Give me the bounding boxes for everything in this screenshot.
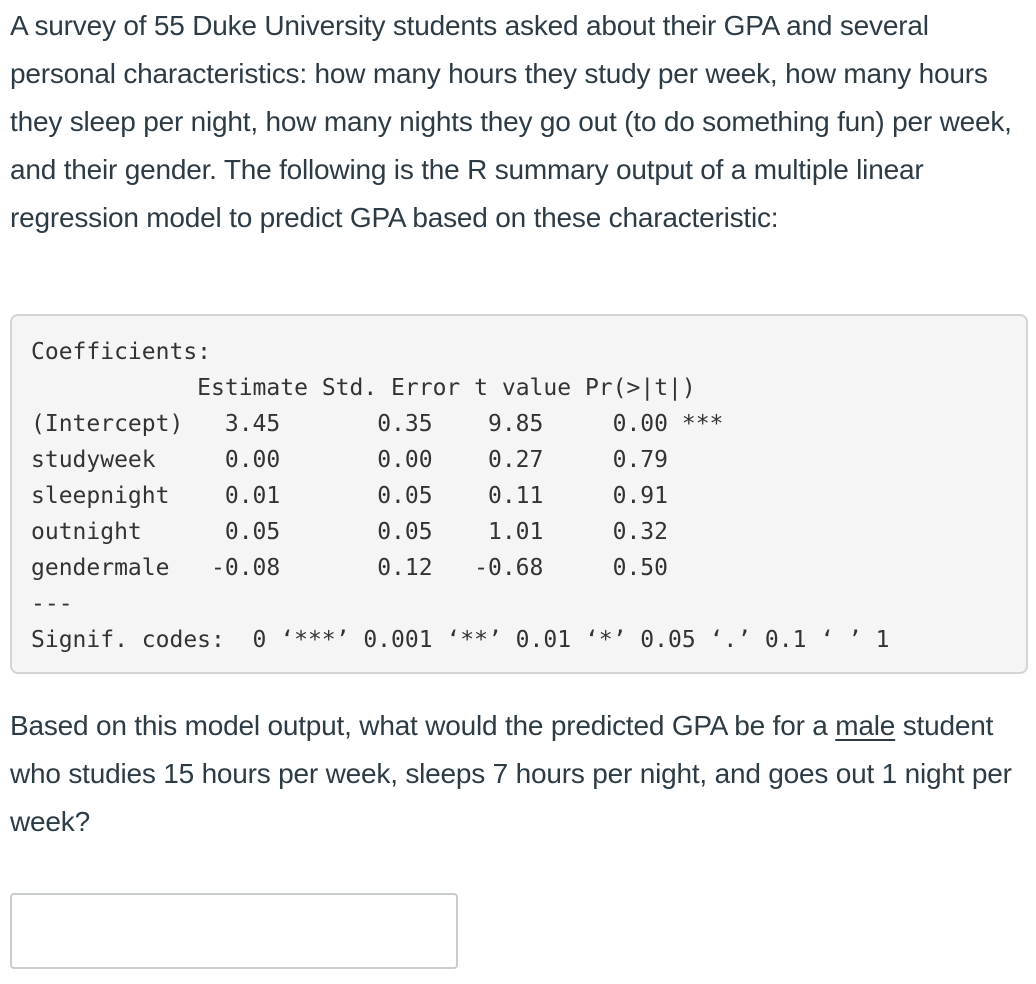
separator: --- — [31, 591, 73, 617]
estimate-value: 0.01 — [211, 483, 281, 509]
estimate-value: 0.05 — [211, 519, 281, 545]
t-value: -0.68 — [432, 555, 544, 581]
coefficient-row — [31, 555, 668, 581]
answer-input[interactable] — [10, 893, 458, 969]
term-name: sleepnight — [31, 483, 212, 509]
t-value: 1.01 — [432, 519, 544, 545]
p-value: 0.00 — [543, 411, 668, 437]
column-header: Pr(>|t|) — [584, 375, 696, 401]
coefficient-row — [31, 447, 668, 473]
coefficient-rows — [31, 411, 723, 581]
prompt-after: student who studies 15 hours per week, sleeps 7 hours per night, and goes out 1 night per week? — [10, 710, 1012, 837]
signif-stars: *** — [668, 411, 724, 437]
coefficients-label: Coefficients: — [31, 339, 212, 365]
std-error-value: 0.35 — [280, 411, 433, 437]
p-value: 0.32 — [543, 519, 668, 545]
coefficient-row — [31, 519, 668, 545]
column-header: Std. Error — [321, 375, 461, 401]
regression-output-box — [10, 314, 1028, 674]
std-error-value: 0.05 — [280, 519, 433, 545]
p-value: 0.50 — [543, 555, 668, 581]
column-header: Estimate — [197, 375, 308, 401]
term-name: studyweek — [31, 447, 212, 473]
t-value: 9.85 — [432, 411, 544, 437]
question-intro: A survey of 55 Duke University students asked about their GPA and several personal characteristics: how many hours they study per week, how many hours they sleep per night, how many nights they go out (to do something fun) per week, and their gender. The following is the R summary output of a multiple linear regression model to predict GPA based on these characteristic: — [10, 10, 1012, 233]
p-value: 0.91 — [543, 483, 668, 509]
prompt-underlined: male — [835, 710, 896, 741]
p-value: 0.79 — [543, 447, 668, 473]
std-error-value: 0.00 — [280, 447, 433, 473]
coefficient-row — [31, 411, 723, 437]
question-prompt — [10, 702, 1020, 846]
term-name: (Intercept) — [31, 411, 212, 437]
t-value: 0.27 — [432, 447, 544, 473]
term-name: gendermale — [31, 555, 212, 581]
estimate-value: 0.00 — [211, 447, 281, 473]
regression-output — [31, 334, 890, 658]
t-value: 0.11 — [432, 483, 544, 509]
column-headers — [31, 375, 696, 401]
estimate-value: 3.45 — [211, 411, 281, 437]
std-error-value: 0.05 — [280, 483, 433, 509]
prompt-before: Based on this model output, what would the predicted GPA be for a — [10, 710, 836, 741]
column-header: t value — [474, 375, 572, 401]
signif-codes: Signif. codes: 0 ‘***’ 0.001 ‘**’ 0.01 ‘*’ 0.05 ‘.’ 0.1 ‘ ’ 1 — [31, 627, 890, 653]
estimate-value: -0.08 — [211, 555, 281, 581]
term-name: outnight — [31, 519, 212, 545]
header-row — [31, 375, 696, 401]
coefficient-row — [31, 483, 668, 509]
std-error-value: 0.12 — [280, 555, 433, 581]
